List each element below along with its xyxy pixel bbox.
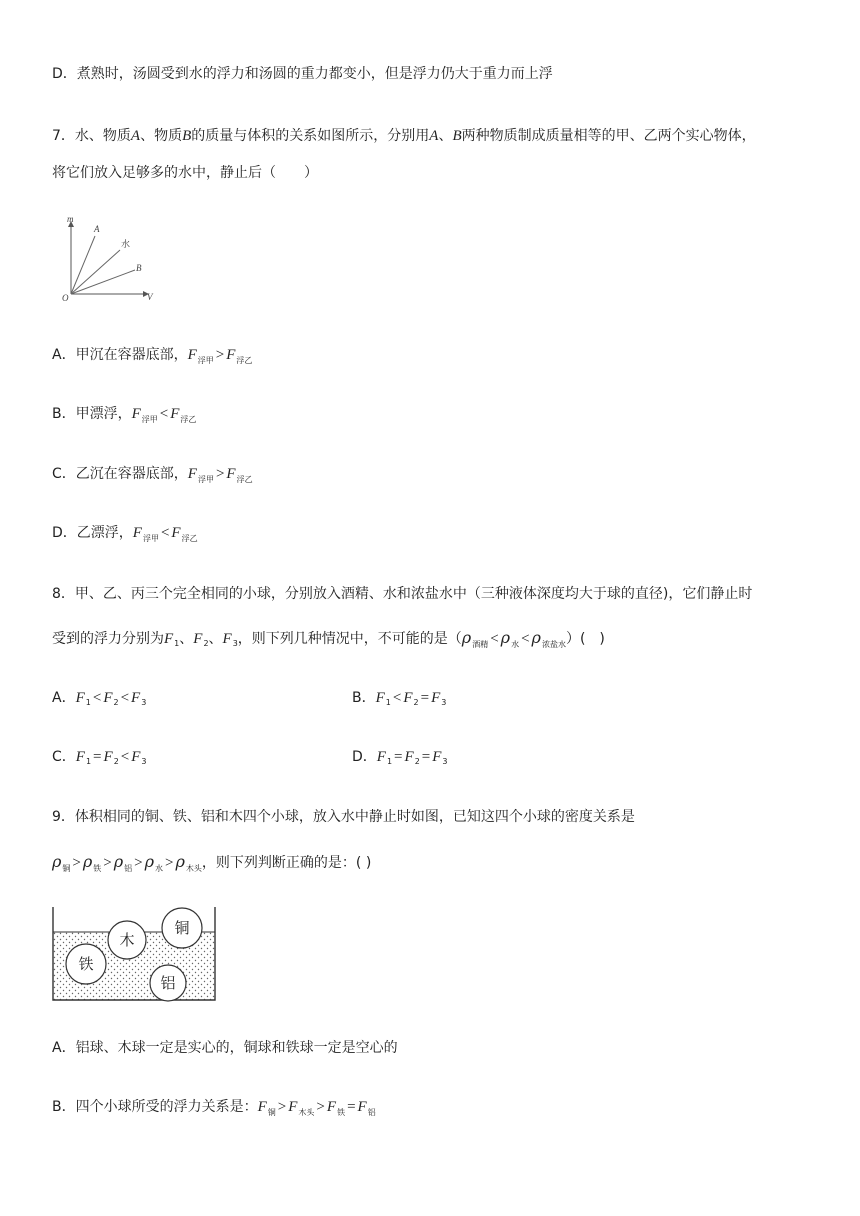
force-subscript: 铝	[367, 1108, 376, 1117]
q8-text: ）( )	[565, 631, 605, 647]
force-symbol: F	[131, 406, 141, 422]
force-symbol: F	[131, 690, 141, 706]
question-number: 7．	[52, 128, 75, 144]
aluminum-ball	[150, 965, 186, 1001]
relation: <	[159, 406, 169, 422]
force-symbol: F	[257, 1099, 267, 1115]
relation: >	[165, 855, 174, 871]
option-text: 乙沉在容器底部，	[75, 466, 188, 482]
relation: <	[120, 690, 130, 706]
copper-ball-label: 铜	[174, 919, 190, 937]
q8-option-a	[52, 688, 146, 713]
force-index: 3	[442, 757, 448, 766]
density-symbol: ρ	[144, 852, 155, 871]
force-index: 2	[203, 639, 209, 648]
density-symbol: ρ	[531, 628, 541, 647]
force-symbol: F	[131, 749, 141, 765]
q7-option-c	[52, 464, 253, 490]
wood-ball-label: 木	[119, 931, 135, 949]
copper-ball	[162, 908, 202, 948]
force-index: 2	[414, 757, 420, 766]
force-symbol: F	[431, 690, 441, 706]
force-subscript: 浮乙	[236, 356, 253, 365]
density-subscript: 水	[155, 864, 164, 873]
force-symbol: F	[357, 1099, 367, 1115]
relation: =	[394, 749, 403, 765]
force-symbol: F	[376, 749, 386, 765]
force-symbol: F	[103, 749, 113, 765]
force-index: 1	[174, 639, 180, 648]
density-subscript: 铜	[62, 864, 71, 873]
relation: <	[392, 690, 402, 706]
q9-stem-line1	[52, 807, 635, 827]
relation: =	[420, 690, 430, 706]
q9-option-b	[52, 1097, 376, 1123]
density-symbol: ρ	[82, 852, 93, 871]
force-index: 3	[141, 698, 147, 707]
force-symbol: F	[226, 466, 236, 482]
force-subscript: 铁	[337, 1108, 346, 1117]
force-symbol: F	[170, 406, 180, 422]
separator: 、	[179, 631, 194, 647]
force-index: 1	[85, 698, 91, 707]
q7-option-a	[52, 345, 252, 371]
force-index: 1	[386, 757, 393, 766]
force-index: 1	[385, 698, 391, 707]
q7-var-b: B	[182, 128, 192, 144]
option-letter: B．	[352, 690, 376, 706]
force-subscript: 浮甲	[197, 356, 214, 365]
aluminum-ball-label: 铝	[160, 974, 176, 992]
relation: =	[347, 1099, 356, 1115]
q9-density-relation	[52, 852, 371, 879]
option-text: 铝球、木球一定是实心的，铜球和铁球一定是空心的	[75, 1040, 398, 1056]
relation: =	[93, 749, 102, 765]
q7-text: 两种物质制成质量相等的甲、乙两个实心物体，	[461, 128, 756, 144]
force-subscript: 浮乙	[180, 415, 197, 424]
force-subscript: 铜	[267, 1108, 276, 1117]
density-subscript: 浓盐水	[541, 640, 566, 649]
q9-container-figure	[50, 905, 220, 1005]
q7-option-d	[52, 523, 198, 549]
relation: >	[215, 466, 225, 482]
density-symbol: ρ	[461, 628, 472, 647]
force-symbol: F	[222, 631, 232, 647]
force-subscript: 木头	[298, 1108, 315, 1117]
density-symbol: ρ	[175, 852, 185, 871]
line-water-label: 水	[121, 240, 131, 250]
force-index: 2	[113, 698, 119, 707]
q9-text: ，则下列判断正确的是：( )	[201, 855, 372, 871]
option-text: 煮熟时，汤圆受到水的浮力和汤圆的重力都变小，但是浮力仍大于重力而上浮	[76, 66, 553, 82]
q8-option-d	[352, 747, 448, 772]
q8-text: 甲、乙、丙三个完全相同的小球，分别放入酒精、水和浓盐水中（三种液体深度均大于球的直径)，它们静止时	[74, 586, 753, 602]
q7-mass-volume-graph	[58, 212, 168, 307]
force-symbol: F	[375, 690, 385, 706]
force-index: 3	[441, 698, 447, 707]
force-symbol: F	[75, 749, 85, 765]
line-a-label: A	[94, 224, 100, 234]
origin-label: O	[62, 293, 69, 303]
force-subscript: 浮甲	[141, 415, 158, 424]
force-symbol: F	[103, 690, 113, 706]
relation: >	[103, 855, 112, 871]
q8-stem-line2	[52, 628, 605, 655]
option-letter: B．	[52, 406, 76, 422]
q8-option-c	[52, 747, 147, 772]
q7-var-b: B	[452, 128, 462, 144]
q8-text: ，则下列几种情况中，不可能的是（	[237, 631, 462, 647]
force-subscript: 浮乙	[181, 534, 198, 543]
option-letter: D．	[352, 749, 377, 765]
relation: =	[421, 749, 431, 765]
q7-var-a: A	[130, 128, 141, 144]
relation: <	[521, 631, 530, 647]
force-symbol: F	[326, 1099, 337, 1115]
q8-stem-line1	[52, 584, 752, 604]
q8-text: 受到的浮力分别为	[52, 631, 164, 647]
line-a	[71, 236, 95, 294]
density-subscript: 铝	[124, 864, 133, 873]
force-symbol: F	[288, 1099, 298, 1115]
density-subscript: 水	[511, 640, 520, 649]
relation: <	[120, 749, 130, 765]
option-letter: A．	[52, 690, 76, 706]
relation: >	[134, 855, 143, 871]
option-text: 甲漂浮，	[75, 406, 132, 422]
force-symbol: F	[132, 525, 142, 541]
line-b	[71, 270, 135, 294]
option-letter: D．	[52, 525, 77, 541]
density-subscript: 铁	[93, 864, 102, 873]
q7-text: 的质量与体积的关系如图所示，分别用	[191, 128, 430, 144]
force-symbol: F	[226, 347, 236, 363]
q7-var-a: A	[429, 128, 439, 144]
question-number: 9．	[52, 809, 75, 825]
relation: >	[277, 1099, 287, 1115]
option-letter: D．	[52, 66, 77, 82]
option-text: 乙漂浮，	[76, 525, 133, 541]
relation: <	[92, 690, 102, 706]
q9-text: 体积相同的铜、铁、铝和木四个小球，放入水中静止时如图，已知这四个小球的密度关系是	[74, 809, 635, 825]
question-number: 8．	[52, 586, 75, 602]
option-text: 甲沉在容器底部，	[75, 347, 188, 363]
density-subscript: 酒精	[472, 640, 489, 649]
force-symbol: F	[432, 749, 442, 765]
option-letter: B．	[52, 1099, 76, 1115]
force-subscript: 浮乙	[236, 475, 253, 484]
density-symbol: ρ	[500, 628, 511, 647]
q7-stem-line2: 将它们放入足够多的水中，静止后（ ）	[52, 165, 318, 181]
force-index: 3	[141, 757, 147, 766]
line-water	[71, 250, 120, 294]
q8-option-b	[352, 688, 446, 713]
relation: >	[72, 855, 81, 871]
force-subscript: 浮甲	[142, 534, 159, 543]
force-symbol: F	[171, 525, 181, 541]
option-letter: A．	[52, 1040, 76, 1056]
q7-stem-line1	[52, 126, 756, 146]
force-symbol: F	[187, 347, 197, 363]
force-symbol: F	[187, 466, 197, 482]
q7-text: 、物质	[140, 128, 183, 144]
option-letter: C．	[52, 466, 76, 482]
q7-text: 水、物质	[74, 128, 131, 144]
q9-option-a	[52, 1038, 398, 1058]
relation: <	[160, 525, 170, 541]
q7-option-b	[52, 404, 196, 430]
iron-ball-label: 铁	[78, 955, 94, 973]
density-symbol: ρ	[52, 852, 62, 871]
relation: >	[316, 1099, 325, 1115]
separator: 、	[208, 631, 223, 647]
force-symbol: F	[75, 690, 85, 706]
force-index: 3	[232, 639, 238, 648]
force-symbol: F	[403, 690, 413, 706]
m-axis-label: m	[67, 214, 74, 224]
option-letter: A．	[52, 347, 76, 363]
option-text: 四个小球所受的浮力关系是：	[75, 1099, 258, 1115]
relation: >	[215, 347, 225, 363]
relation: <	[490, 631, 499, 647]
density-symbol: ρ	[113, 852, 124, 871]
iron-ball	[66, 944, 106, 984]
force-index: 2	[413, 698, 419, 707]
v-axis-label: V	[147, 292, 153, 302]
force-index: 1	[85, 757, 92, 766]
wood-ball	[108, 921, 146, 959]
option-letter: C．	[52, 749, 76, 765]
density-subscript: 木头	[185, 864, 202, 873]
q6-option-d	[52, 64, 553, 84]
q7-text: 、	[438, 128, 453, 144]
force-subscript: 浮甲	[197, 475, 214, 484]
force-symbol: F	[193, 631, 203, 647]
force-index: 2	[113, 757, 119, 766]
force-symbol: F	[164, 631, 174, 647]
line-b-label: B	[136, 263, 142, 273]
force-symbol: F	[404, 749, 414, 765]
